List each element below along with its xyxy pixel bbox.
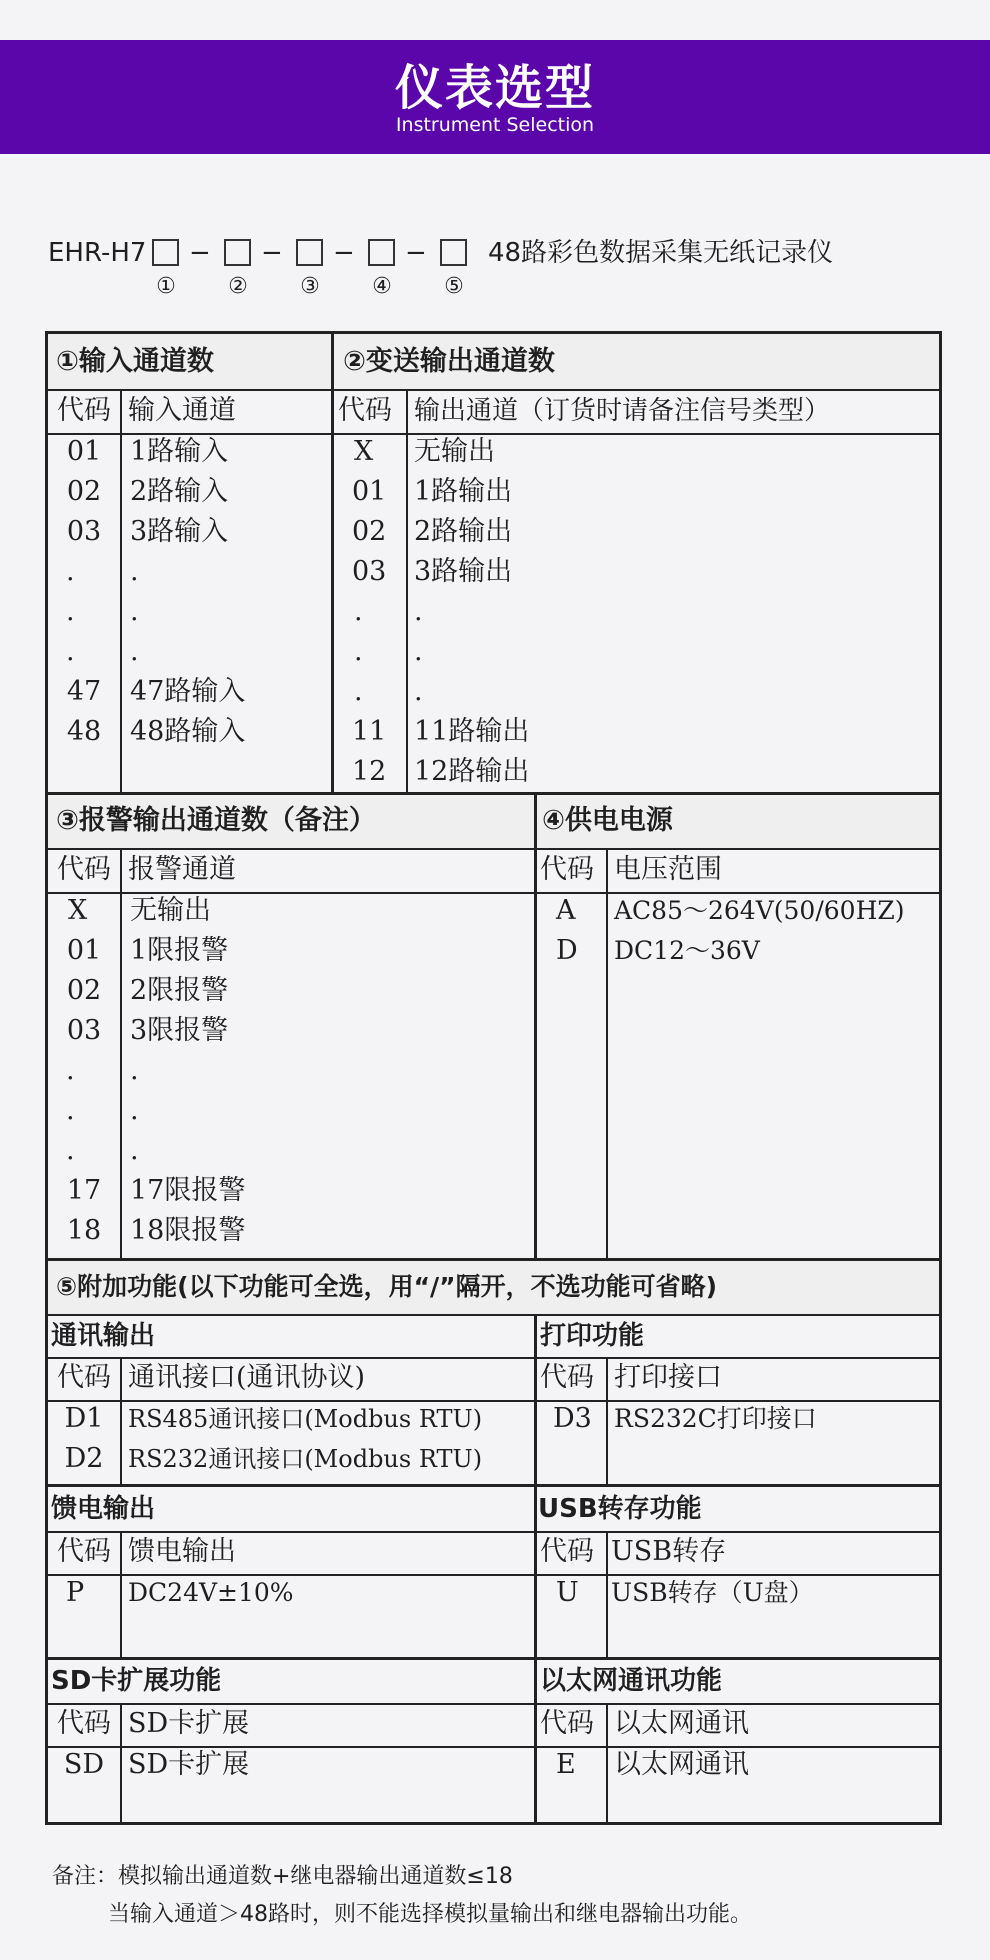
section-2-code-header: 代码	[338, 395, 392, 426]
print-title: 打印功能	[540, 1321, 645, 1351]
s3-desc: .	[130, 1055, 139, 1086]
dash-4: −	[405, 238, 427, 268]
position-label-3: ③	[300, 274, 320, 299]
eth-desc-header: 以太网通讯	[614, 1708, 749, 1739]
option-box-4	[368, 239, 395, 266]
s3-desc: 1限报警	[130, 935, 229, 966]
s2-desc: 2路输出	[414, 516, 513, 547]
position-label-1: ①	[156, 274, 176, 299]
s1-code: 48	[66, 716, 102, 747]
s4-desc: DC12～36V	[614, 936, 760, 965]
feed-code: P	[66, 1577, 85, 1608]
comm-code: D2	[64, 1443, 104, 1474]
s2-code: .	[354, 636, 363, 667]
print-code: D3	[553, 1403, 592, 1434]
s3-desc: .	[130, 1095, 139, 1126]
sd-desc-header: SD卡扩展	[128, 1708, 250, 1739]
s3-code: .	[66, 1095, 75, 1126]
s2-code: .	[354, 596, 363, 627]
section-4-title: ④供电电源	[542, 805, 673, 836]
sd-desc: SD卡扩展	[128, 1749, 250, 1780]
usb-code: U	[556, 1577, 579, 1608]
s3-desc: 无输出	[130, 895, 211, 926]
s2-desc: 无输出	[414, 436, 495, 467]
comm-desc: RS485通讯接口(Modbus RTU)	[128, 1405, 483, 1433]
s1-code: 47	[66, 676, 102, 707]
s3-code: .	[66, 1055, 75, 1086]
s3-desc: 3限报警	[130, 1015, 229, 1046]
position-label-4: ④	[372, 274, 392, 299]
s3-code: 17	[66, 1175, 102, 1206]
s2-code: 11	[352, 716, 387, 747]
s1-code: .	[66, 636, 75, 667]
usb-desc: USB转存（U盘）	[611, 1578, 814, 1607]
s1-desc: 47路输入	[130, 676, 246, 707]
s3-desc: 18限报警	[130, 1215, 246, 1246]
eth-code-header: 代码	[540, 1708, 594, 1739]
s2-desc: .	[414, 636, 423, 667]
usb-code-header: 代码	[540, 1536, 594, 1567]
position-label-5: ⑤	[444, 274, 464, 299]
s3-desc: .	[130, 1135, 139, 1166]
s4-code: D	[556, 935, 578, 966]
usb-title: USB转存功能	[538, 1494, 702, 1524]
s1-code: .	[66, 596, 75, 627]
s2-code: 01	[352, 476, 387, 507]
s3-desc: 17限报警	[130, 1175, 246, 1206]
dash-1: −	[189, 238, 211, 268]
comm-desc-header: 通讯接口(通讯协议)	[128, 1362, 366, 1393]
header-banner	[0, 40, 990, 154]
s3-desc: 2限报警	[130, 975, 229, 1006]
section-3-title: ③报警输出通道数（备注）	[56, 805, 376, 836]
s3-code: 02	[66, 975, 102, 1006]
section-1-code-header: 代码	[57, 395, 111, 426]
s1-desc: 3路输入	[130, 516, 229, 547]
section-4-code-header: 代码	[540, 854, 594, 885]
s3-code: 01	[66, 935, 102, 966]
section-3-code-header: 代码	[57, 854, 111, 885]
print-desc-header: 打印接口	[614, 1362, 722, 1393]
s1-desc: 1路输入	[130, 436, 229, 467]
section-5-title: ⑤附加功能(以下功能可全选，用“/”隔开，不选功能可省略)	[56, 1272, 718, 1301]
s2-code: X	[354, 436, 374, 467]
feed-title: 馈电输出	[51, 1494, 156, 1524]
comm-code-header: 代码	[57, 1362, 111, 1393]
comm-desc: RS232通讯接口(Modbus RTU)	[128, 1445, 483, 1473]
eth-code: E	[556, 1749, 576, 1780]
eth-title: 以太网通讯功能	[540, 1666, 723, 1696]
s1-desc: .	[130, 556, 139, 587]
comm-title: 通讯输出	[51, 1321, 156, 1351]
section-1-desc-header: 输入通道	[128, 395, 236, 426]
section-2-title: ②变送输出通道数	[343, 346, 555, 377]
option-box-1	[152, 239, 179, 266]
comm-code: D1	[64, 1403, 104, 1434]
model-code-row	[48, 233, 948, 273]
print-desc: RS232C打印接口	[614, 1404, 817, 1433]
s1-desc: .	[130, 636, 139, 667]
s1-code: 01	[66, 436, 102, 467]
sd-title: SD卡扩展功能	[51, 1666, 222, 1696]
dash-3: −	[333, 238, 355, 268]
s2-code: 02	[352, 516, 387, 547]
note-line-2: 当输入通道＞48路时，则不能选择模拟量输出和继电器输出功能。	[108, 1902, 752, 1927]
s2-code: .	[354, 676, 363, 707]
s4-desc: AC85～264V(50/60HZ)	[614, 896, 905, 925]
feed-desc-header: 馈电输出	[128, 1536, 236, 1567]
dash-2: −	[261, 238, 283, 268]
option-box-2	[224, 239, 251, 266]
sd-code: SD	[63, 1749, 105, 1780]
selection-table	[45, 331, 942, 1825]
s3-code: 03	[66, 1015, 102, 1046]
position-label-2: ②	[228, 274, 248, 299]
s2-desc: .	[414, 676, 423, 707]
model-description: 48路彩色数据采集无纸记录仪	[488, 238, 834, 268]
s2-desc: 12路输出	[414, 756, 530, 787]
s2-desc: .	[414, 596, 423, 627]
section-1-title: ①输入通道数	[56, 346, 214, 377]
eth-desc: 以太网通讯	[614, 1749, 749, 1780]
section-2-desc-header: 输出通道（订货时请备注信号类型）	[414, 396, 831, 426]
s2-desc: 11路输出	[414, 716, 530, 747]
s3-code: X	[68, 895, 88, 926]
option-box-5	[440, 239, 467, 266]
note-line-1: 备注：模拟输出通道数+继电器输出通道数≤18	[52, 1864, 513, 1889]
page-subtitle: Instrument Selection	[395, 114, 595, 136]
usb-desc-header: USB转存	[611, 1536, 727, 1567]
s1-code: .	[66, 556, 75, 587]
s2-code: 12	[352, 756, 387, 787]
s1-desc: 2路输入	[130, 476, 229, 507]
sd-code-header: 代码	[57, 1708, 111, 1739]
s4-code: A	[556, 895, 576, 926]
s3-code: .	[66, 1135, 75, 1166]
s1-code: 02	[66, 476, 102, 507]
model-prefix: EHR-H7	[48, 238, 147, 268]
section-4-desc-header: 电压范围	[614, 854, 722, 885]
s1-desc: 48路输入	[130, 716, 246, 747]
section-3-desc-header: 报警通道	[128, 854, 236, 885]
s2-code: 03	[352, 556, 387, 587]
feed-desc: DC24V±10%	[128, 1578, 294, 1607]
option-box-3	[296, 239, 323, 266]
s2-desc: 1路输出	[414, 476, 513, 507]
s2-desc: 3路输出	[414, 556, 513, 587]
s1-code: 03	[66, 516, 102, 547]
page-title: 仪表选型	[394, 60, 595, 116]
s1-desc: .	[130, 596, 139, 627]
feed-code-header: 代码	[57, 1536, 111, 1567]
print-code-header: 代码	[540, 1362, 594, 1393]
s3-code: 18	[66, 1215, 102, 1246]
